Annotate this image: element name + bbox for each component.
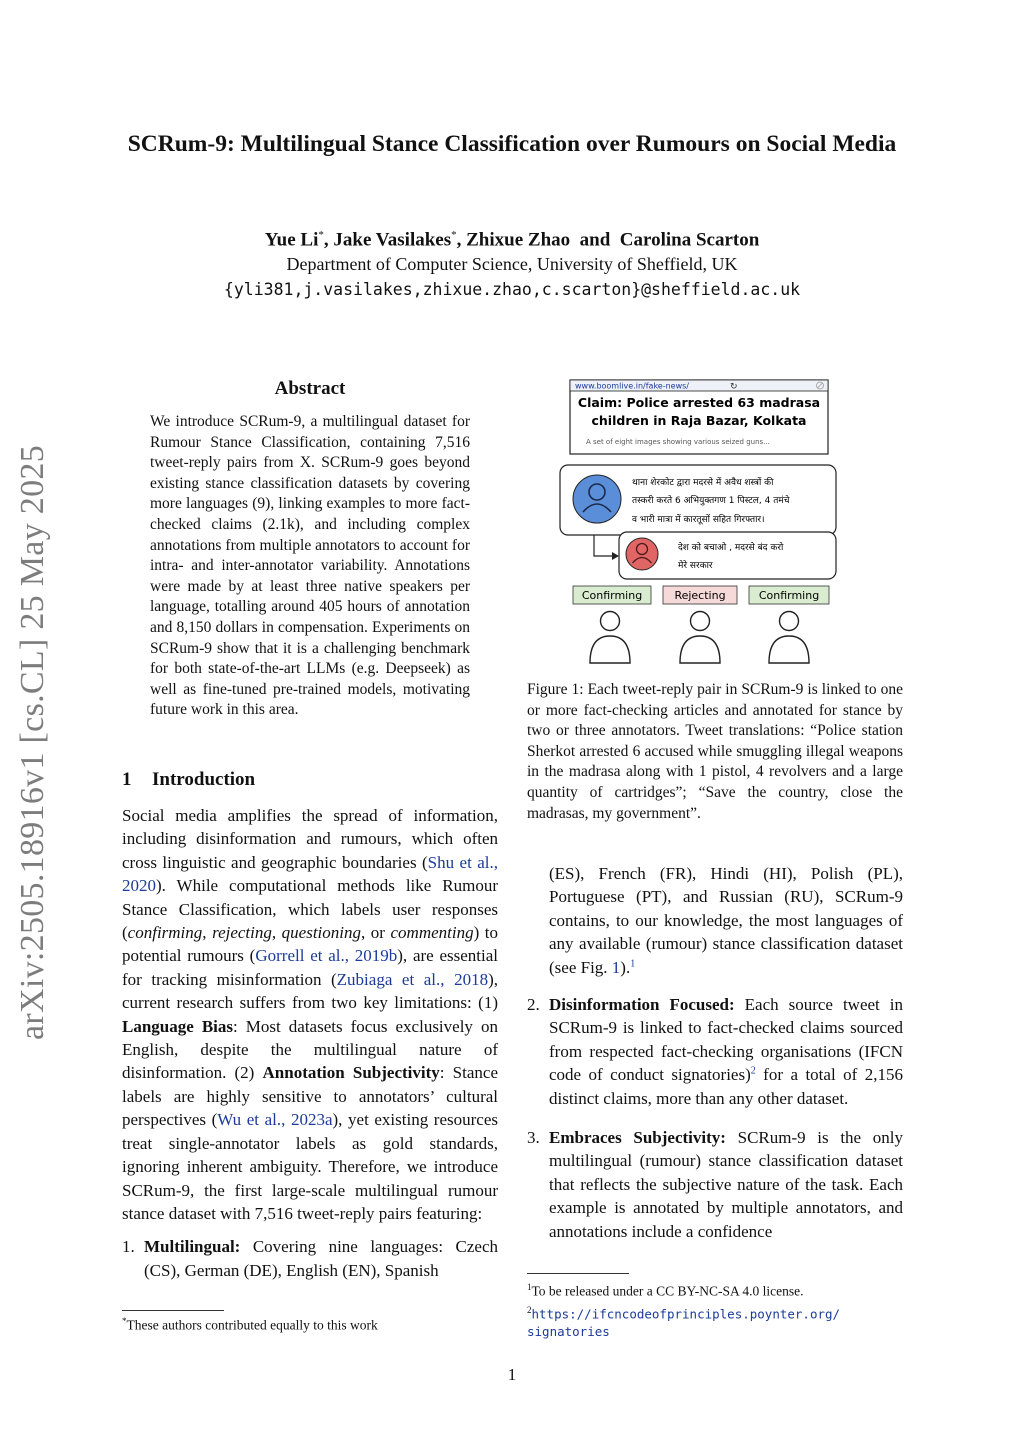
author-name: Carolina Scarton xyxy=(619,229,760,251)
footnote-rule xyxy=(527,1273,629,1274)
claim-subtitle: A set of eight images showing various seized guns... xyxy=(586,438,770,446)
contribution-list xyxy=(122,1235,498,1282)
user-avatar-icon xyxy=(573,475,621,523)
page-number: 1 xyxy=(507,1365,517,1384)
annotator-icon xyxy=(769,612,809,664)
reload-icon: ↻ xyxy=(730,382,738,392)
equal-contrib-mark: * xyxy=(318,229,324,241)
reply-arrow xyxy=(594,535,612,556)
author-list: Yue Li*, Jake Vasilakes*, Zhixue Zhao and Carolina Scarton xyxy=(264,229,760,251)
footnotes-right xyxy=(527,1278,903,1341)
footnote-url-link[interactable]: signatories xyxy=(527,1324,610,1339)
footnote-rule xyxy=(122,1310,224,1311)
author-name: Zhixue Zhao xyxy=(466,229,571,251)
annotator-icon xyxy=(680,612,720,664)
abstract-text: We introduce SCRum-9, a multilingual dataset for Rumour Stance Classification, containing 7,516 tweet-reply pairs from X. SCRum-9 goes beyond existing stance classification datasets by covering more languages (9), linking examples to more fact-checked claims (2.1k), and including complex annotations from multiple annotators to account for intra- and inter-annotator variability. Annotations were made by at least three native speakers per language, totalling around 405 hours of annotation and 8,150 dollars in compensation. Experiments on SCRum-9 show that it is a challenging benchmark for both state-of-the-art LLMs (e.g. Deepseek) as well as fine-tuned pre-trained models, motivating future work in this area. xyxy=(150,413,470,719)
footnote-url-link[interactable]: https://ifcncodeofprinciples.poynter.org/ xyxy=(531,1306,841,1321)
author-name: Yue Li xyxy=(264,229,319,251)
figure-ref-link[interactable]: 1 xyxy=(611,957,621,977)
citation-link[interactable]: Shu et al., 2020 xyxy=(122,852,498,896)
reply-text-line: मेरे सरकार xyxy=(678,561,713,571)
footnote-equal-contribution: *These authors contributed equally to this work xyxy=(122,1316,378,1333)
footnote-1: $^1$To be released under a CC BY-NC-SA 4.0 license. xyxy=(527,1282,804,1299)
annotator-icon xyxy=(590,612,630,664)
intro-body xyxy=(122,804,498,1282)
claim-line: children in Raja Bazar, Kolkata xyxy=(591,413,807,428)
arxiv-stamp: arXiv:2505.18916v1 [cs.CL] 25 May 2025 xyxy=(14,445,51,1040)
affiliation: Department of Computer Science, University of Sheffield, UK xyxy=(286,254,738,274)
figure-caption: Figure 1: Each tweet-reply pair in SCRum-9 is linked to one or more fact-checking articles and annotated for stance by two or three annotators. Tweet translations: “Police station Sherkot arrested 6 accused while smuggling illegal weapons in the madrasa along with 1 pistol, 4 revolvers and a large quantity of cartridges”; “Save the country, close the madrasas, my government”. xyxy=(527,681,903,822)
reply-avatar-icon xyxy=(626,538,658,570)
footnote-ref-link[interactable]: 1 xyxy=(630,957,636,969)
claim-url: www.boomlive.in/fake-news/ xyxy=(575,381,690,391)
list-item-continuation: (ES), French (FR), Hindi (HI), Polish (PL), Portuguese (PT), and Russian (RU), SCRum-9 contains, to our knowledge, the most languages of any available (rumour) stance classification dataset (see Fig. 1).$^1$ xyxy=(549,864,903,977)
citation-link[interactable]: Gorrell et al., 2019b xyxy=(255,946,398,966)
section-heading-introduction: 1 Introduction xyxy=(122,769,256,790)
author-name: Jake Vasilakes xyxy=(333,229,452,251)
list-item: 3. Embraces Subjectivity: SCRum-9 is the only multilingual (rumour) stance classification dataset that reflects the subjective nature of the task. Each example is annotated by multiple annotators, and annotations include a confidence xyxy=(527,1128,903,1241)
tweet-text-line: व भारी मात्रा में कारतूसों सहित गिरफ्तार। xyxy=(632,515,765,525)
contribution-list-continued xyxy=(527,993,903,1259)
claim-line: Claim: Police arrested 63 madrasa xyxy=(577,395,821,410)
tweet-text-line: थाना शेरकोट द्वारा मदरसे में अवैध शस्त्रों की xyxy=(632,478,774,488)
footnote-ref-link[interactable]: 2 xyxy=(750,1065,756,1077)
paper-title: SCRum-9: Multilingual Stance Classification over Rumours on Social Media xyxy=(127,131,897,157)
reply-text-line: देश को बचाओ , मदरसे बंद करो xyxy=(678,543,784,553)
figure-1 xyxy=(552,378,852,668)
list-item: 1. Multilingual: Covering nine languages: Czech (CS), German (DE), English (EN), Spanish xyxy=(122,1237,498,1280)
footnote-2: $^2$https://ifcncodeofprinciples.poynter.org/ signatories xyxy=(527,1304,841,1339)
list-item: 2. Disinformation Focused: Each source tweet in SCRum-9 is linked to fact-checked claims sourced from respected fact-checking organisations (IFCN code of conduct signatories)$^2$ for a total of 2,156 distinct claims, more than any other dataset. xyxy=(527,995,903,1108)
author-emails: {yli381,j.vasilakes,zhixue.zhao,c.scarton}@sheffield.ac.uk xyxy=(223,280,801,299)
abstract-heading: Abstract xyxy=(274,378,346,399)
intro-paragraph: Social media amplifies the spread of information, including disinformation and rumours, which often cross linguistic and geographic boundaries (Shu et al., 2020). While computational methods like Rumour Stance Classification, which labels user responses (confirming, rejecting, questioning, or commenting) to potential rumours (Gorrell et al., 2019b), are essential for tracking misinformation (Zubiaga et al., 2018), current research suffers from two key limitations: (1) Language Bias: Most datasets focus exclusively on English, despite the multilingual nature of disinformation. (2) Annotation Subjectivity: Stance labels are highly sensitive to annotators’ cultural perspectives (Wu et al., 2023a), yet existing resources treat single-annotator labels as gold standards, ignoring inherent ambiguity. Therefore, we introduce SCRum-9, the first large-scale multilingual rumour stance dataset with 7,516 tweet-reply pairs featuring: xyxy=(122,806,499,1223)
citation-link[interactable]: Zubiaga et al., 2018 xyxy=(336,969,489,989)
stance-label-text: Confirming xyxy=(758,589,820,602)
equal-contrib-mark: * xyxy=(451,229,457,241)
tweet-text-line: तस्करी करते 6 अभियुक्तगण 1 पिस्टल, 4 तमंचे xyxy=(632,496,790,506)
citation-link[interactable]: Wu et al., 2023a xyxy=(217,1110,333,1130)
stance-label-text: Rejecting xyxy=(674,589,726,602)
stance-label-text: Confirming xyxy=(581,589,643,602)
